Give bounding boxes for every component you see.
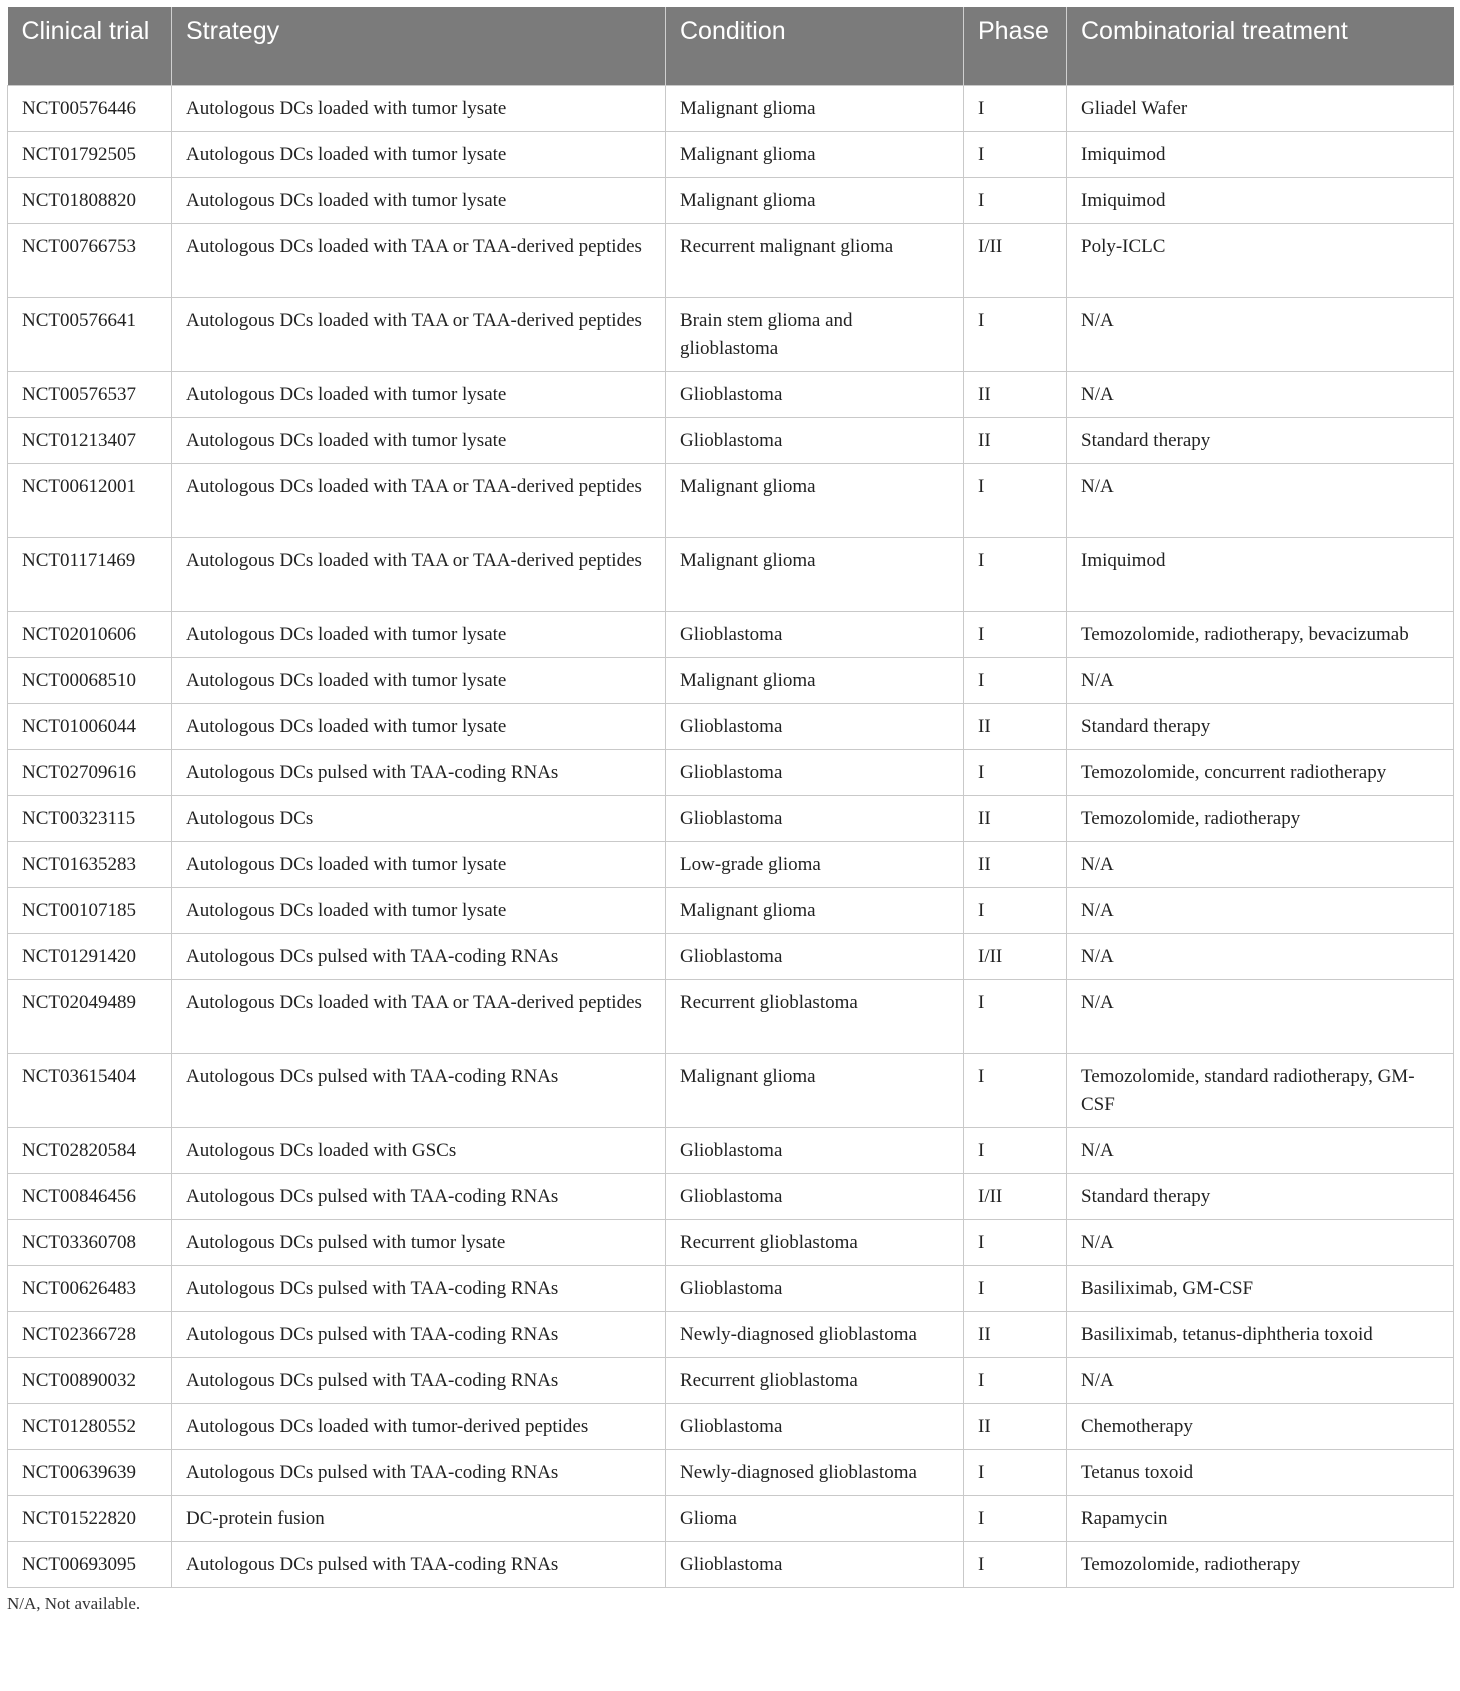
cell-condition: Brain stem glioma and glioblastoma — [666, 298, 964, 372]
cell-combinatorial-treatment: Standard therapy — [1067, 704, 1454, 750]
cell-clinical-trial: NCT02049489 — [8, 980, 172, 1054]
cell-phase: I — [964, 980, 1067, 1054]
table-row — [8, 1220, 1454, 1266]
cell-combinatorial-treatment: Temozolomide, radiotherapy, bevacizumab — [1067, 612, 1454, 658]
cell-condition: Malignant glioma — [666, 178, 964, 224]
cell-combinatorial-treatment: Imiquimod — [1067, 132, 1454, 178]
cell-strategy: Autologous DCs loaded with tumor lysate — [172, 418, 666, 464]
cell-condition: Low-grade glioma — [666, 842, 964, 888]
cell-phase: I — [964, 1496, 1067, 1542]
cell-clinical-trial: NCT01171469 — [8, 538, 172, 612]
cell-strategy: Autologous DCs pulsed with TAA-coding RNAs — [172, 1266, 666, 1312]
table-row — [8, 224, 1454, 298]
cell-condition: Glioma — [666, 1496, 964, 1542]
cell-phase: I — [964, 1054, 1067, 1128]
table-row — [8, 1542, 1454, 1588]
cell-clinical-trial: NCT02010606 — [8, 612, 172, 658]
cell-condition: Malignant glioma — [666, 1054, 964, 1128]
cell-strategy: DC-protein fusion — [172, 1496, 666, 1542]
cell-clinical-trial: NCT00576446 — [8, 86, 172, 132]
cell-combinatorial-treatment: N/A — [1067, 934, 1454, 980]
cell-strategy: Autologous DCs pulsed with TAA-coding RNAs — [172, 1450, 666, 1496]
table-row — [8, 298, 1454, 372]
cell-clinical-trial: NCT03615404 — [8, 1054, 172, 1128]
cell-combinatorial-treatment: Basiliximab, GM-CSF — [1067, 1266, 1454, 1312]
cell-combinatorial-treatment: Imiquimod — [1067, 538, 1454, 612]
cell-condition: Glioblastoma — [666, 1128, 964, 1174]
table-row — [8, 796, 1454, 842]
cell-condition: Malignant glioma — [666, 888, 964, 934]
header-condition: Condition — [666, 7, 964, 86]
cell-combinatorial-treatment: N/A — [1067, 464, 1454, 538]
cell-strategy: Autologous DCs loaded with tumor lysate — [172, 658, 666, 704]
cell-strategy: Autologous DCs loaded with tumor lysate — [172, 178, 666, 224]
cell-phase: I — [964, 132, 1067, 178]
cell-clinical-trial: NCT01280552 — [8, 1404, 172, 1450]
header-row — [8, 7, 1454, 86]
cell-combinatorial-treatment: N/A — [1067, 298, 1454, 372]
header-clinical-trial: Clinical trial — [8, 7, 172, 86]
cell-strategy: Autologous DCs loaded with TAA or TAA-derived peptides — [172, 224, 666, 298]
table-row — [8, 1054, 1454, 1128]
cell-clinical-trial: NCT00107185 — [8, 888, 172, 934]
cell-condition: Newly-diagnosed glioblastoma — [666, 1450, 964, 1496]
cell-phase: II — [964, 372, 1067, 418]
cell-phase: I — [964, 658, 1067, 704]
table-row — [8, 418, 1454, 464]
cell-phase: I — [964, 612, 1067, 658]
cell-strategy: Autologous DCs pulsed with TAA-coding RNAs — [172, 1542, 666, 1588]
cell-condition: Recurrent glioblastoma — [666, 980, 964, 1054]
cell-phase: I — [964, 178, 1067, 224]
cell-strategy: Autologous DCs pulsed with TAA-coding RNAs — [172, 1054, 666, 1128]
table-row — [8, 658, 1454, 704]
cell-combinatorial-treatment: Temozolomide, radiotherapy — [1067, 1542, 1454, 1588]
cell-clinical-trial: NCT01213407 — [8, 418, 172, 464]
cell-strategy: Autologous DCs pulsed with TAA-coding RNAs — [172, 1312, 666, 1358]
header-combinatorial-treatment: Combinatorial treatment — [1067, 7, 1454, 86]
cell-phase: II — [964, 1312, 1067, 1358]
table-header — [8, 7, 1454, 86]
cell-phase: II — [964, 704, 1067, 750]
cell-clinical-trial: NCT00323115 — [8, 796, 172, 842]
table-row — [8, 888, 1454, 934]
cell-phase: I — [964, 464, 1067, 538]
table-row — [8, 1266, 1454, 1312]
cell-strategy: Autologous DCs pulsed with TAA-coding RNAs — [172, 1174, 666, 1220]
cell-phase: I — [964, 1358, 1067, 1404]
cell-condition: Recurrent malignant glioma — [666, 224, 964, 298]
cell-clinical-trial: NCT02366728 — [8, 1312, 172, 1358]
cell-condition: Malignant glioma — [666, 86, 964, 132]
cell-phase: I — [964, 1450, 1067, 1496]
cell-strategy: Autologous DCs loaded with TAA or TAA-derived peptides — [172, 464, 666, 538]
table-row — [8, 132, 1454, 178]
table-row — [8, 86, 1454, 132]
cell-phase: I/II — [964, 1174, 1067, 1220]
cell-combinatorial-treatment: Gliadel Wafer — [1067, 86, 1454, 132]
cell-combinatorial-treatment: Tetanus toxoid — [1067, 1450, 1454, 1496]
cell-strategy: Autologous DCs pulsed with TAA-coding RNAs — [172, 1358, 666, 1404]
cell-combinatorial-treatment: Imiquimod — [1067, 178, 1454, 224]
cell-condition: Newly-diagnosed glioblastoma — [666, 1312, 964, 1358]
cell-clinical-trial: NCT00626483 — [8, 1266, 172, 1312]
table-row — [8, 178, 1454, 224]
cell-condition: Malignant glioma — [666, 132, 964, 178]
cell-clinical-trial: NCT00693095 — [8, 1542, 172, 1588]
table-body — [8, 86, 1454, 1588]
cell-combinatorial-treatment: Rapamycin — [1067, 1496, 1454, 1542]
cell-condition: Glioblastoma — [666, 704, 964, 750]
cell-strategy: Autologous DCs loaded with tumor lysate — [172, 132, 666, 178]
table-row — [8, 1450, 1454, 1496]
cell-phase: I — [964, 1542, 1067, 1588]
cell-combinatorial-treatment: N/A — [1067, 980, 1454, 1054]
cell-clinical-trial: NCT00576641 — [8, 298, 172, 372]
cell-strategy: Autologous DCs loaded with TAA or TAA-derived peptides — [172, 538, 666, 612]
cell-strategy: Autologous DCs loaded with TAA or TAA-derived peptides — [172, 298, 666, 372]
table-row — [8, 1174, 1454, 1220]
cell-combinatorial-treatment: N/A — [1067, 842, 1454, 888]
cell-combinatorial-treatment: Chemotherapy — [1067, 1404, 1454, 1450]
cell-clinical-trial: NCT00612001 — [8, 464, 172, 538]
cell-combinatorial-treatment: Standard therapy — [1067, 418, 1454, 464]
cell-condition: Glioblastoma — [666, 1266, 964, 1312]
cell-combinatorial-treatment: Basiliximab, tetanus-diphtheria toxoid — [1067, 1312, 1454, 1358]
cell-clinical-trial: NCT00576537 — [8, 372, 172, 418]
cell-strategy: Autologous DCs loaded with tumor-derived peptides — [172, 1404, 666, 1450]
cell-clinical-trial: NCT00766753 — [8, 224, 172, 298]
cell-condition: Glioblastoma — [666, 796, 964, 842]
cell-combinatorial-treatment: N/A — [1067, 1128, 1454, 1174]
table-row — [8, 750, 1454, 796]
cell-phase: I — [964, 750, 1067, 796]
cell-phase: I — [964, 1220, 1067, 1266]
table-row — [8, 980, 1454, 1054]
cell-clinical-trial: NCT00846456 — [8, 1174, 172, 1220]
cell-clinical-trial: NCT01522820 — [8, 1496, 172, 1542]
table-row — [8, 1128, 1454, 1174]
cell-condition: Glioblastoma — [666, 934, 964, 980]
cell-combinatorial-treatment: N/A — [1067, 888, 1454, 934]
cell-phase: II — [964, 418, 1067, 464]
cell-condition: Recurrent glioblastoma — [666, 1220, 964, 1266]
cell-clinical-trial: NCT00068510 — [8, 658, 172, 704]
cell-condition: Recurrent glioblastoma — [666, 1358, 964, 1404]
table-row — [8, 842, 1454, 888]
cell-phase: I — [964, 298, 1067, 372]
cell-strategy: Autologous DCs loaded with tumor lysate — [172, 888, 666, 934]
cell-clinical-trial: NCT00639639 — [8, 1450, 172, 1496]
cell-phase: I — [964, 888, 1067, 934]
cell-clinical-trial: NCT02709616 — [8, 750, 172, 796]
cell-combinatorial-treatment: Poly-ICLC — [1067, 224, 1454, 298]
cell-phase: II — [964, 796, 1067, 842]
cell-strategy: Autologous DCs pulsed with TAA-coding RNAs — [172, 750, 666, 796]
clinical-trials-table-container — [7, 7, 1453, 1614]
cell-combinatorial-treatment: Temozolomide, standard radiotherapy, GM-CSF — [1067, 1054, 1454, 1128]
cell-combinatorial-treatment: Temozolomide, radiotherapy — [1067, 796, 1454, 842]
table-row — [8, 1404, 1454, 1450]
cell-strategy: Autologous DCs loaded with tumor lysate — [172, 612, 666, 658]
cell-strategy: Autologous DCs loaded with tumor lysate — [172, 86, 666, 132]
table-row — [8, 1496, 1454, 1542]
cell-strategy: Autologous DCs pulsed with tumor lysate — [172, 1220, 666, 1266]
cell-combinatorial-treatment: N/A — [1067, 1358, 1454, 1404]
cell-condition: Glioblastoma — [666, 372, 964, 418]
clinical-trials-table — [7, 7, 1454, 1588]
table-row — [8, 1312, 1454, 1358]
cell-phase: I/II — [964, 934, 1067, 980]
cell-condition: Glioblastoma — [666, 1174, 964, 1220]
cell-condition: Glioblastoma — [666, 612, 964, 658]
cell-strategy: Autologous DCs loaded with GSCs — [172, 1128, 666, 1174]
cell-strategy: Autologous DCs pulsed with TAA-coding RNAs — [172, 934, 666, 980]
table-footnote: N/A, Not available. — [7, 1594, 141, 1613]
table-row — [8, 934, 1454, 980]
cell-condition: Glioblastoma — [666, 1404, 964, 1450]
cell-combinatorial-treatment: Temozolomide, concurrent radiotherapy — [1067, 750, 1454, 796]
cell-combinatorial-treatment: Standard therapy — [1067, 1174, 1454, 1220]
table-row — [8, 372, 1454, 418]
cell-clinical-trial: NCT01792505 — [8, 132, 172, 178]
header-strategy: Strategy — [172, 7, 666, 86]
cell-strategy: Autologous DCs loaded with TAA or TAA-derived peptides — [172, 980, 666, 1054]
cell-condition: Malignant glioma — [666, 658, 964, 704]
table-row — [8, 1358, 1454, 1404]
cell-clinical-trial: NCT01006044 — [8, 704, 172, 750]
cell-phase: I — [964, 1128, 1067, 1174]
header-phase: Phase — [964, 7, 1067, 86]
cell-condition: Malignant glioma — [666, 538, 964, 612]
cell-phase: I — [964, 1266, 1067, 1312]
table-row — [8, 464, 1454, 538]
cell-phase: I — [964, 538, 1067, 612]
cell-clinical-trial: NCT01808820 — [8, 178, 172, 224]
cell-clinical-trial: NCT02820584 — [8, 1128, 172, 1174]
table-row — [8, 612, 1454, 658]
cell-condition: Glioblastoma — [666, 1542, 964, 1588]
cell-condition: Glioblastoma — [666, 750, 964, 796]
cell-strategy: Autologous DCs — [172, 796, 666, 842]
table-row — [8, 538, 1454, 612]
cell-combinatorial-treatment: N/A — [1067, 658, 1454, 704]
cell-phase: I — [964, 86, 1067, 132]
table-row — [8, 704, 1454, 750]
cell-condition: Glioblastoma — [666, 418, 964, 464]
cell-phase: II — [964, 1404, 1067, 1450]
cell-condition: Malignant glioma — [666, 464, 964, 538]
cell-clinical-trial: NCT01291420 — [8, 934, 172, 980]
cell-strategy: Autologous DCs loaded with tumor lysate — [172, 372, 666, 418]
cell-strategy: Autologous DCs loaded with tumor lysate — [172, 842, 666, 888]
cell-clinical-trial: NCT01635283 — [8, 842, 172, 888]
cell-phase: I/II — [964, 224, 1067, 298]
cell-combinatorial-treatment: N/A — [1067, 1220, 1454, 1266]
cell-combinatorial-treatment: N/A — [1067, 372, 1454, 418]
cell-strategy: Autologous DCs loaded with tumor lysate — [172, 704, 666, 750]
cell-phase: II — [964, 842, 1067, 888]
cell-clinical-trial: NCT00890032 — [8, 1358, 172, 1404]
cell-clinical-trial: NCT03360708 — [8, 1220, 172, 1266]
